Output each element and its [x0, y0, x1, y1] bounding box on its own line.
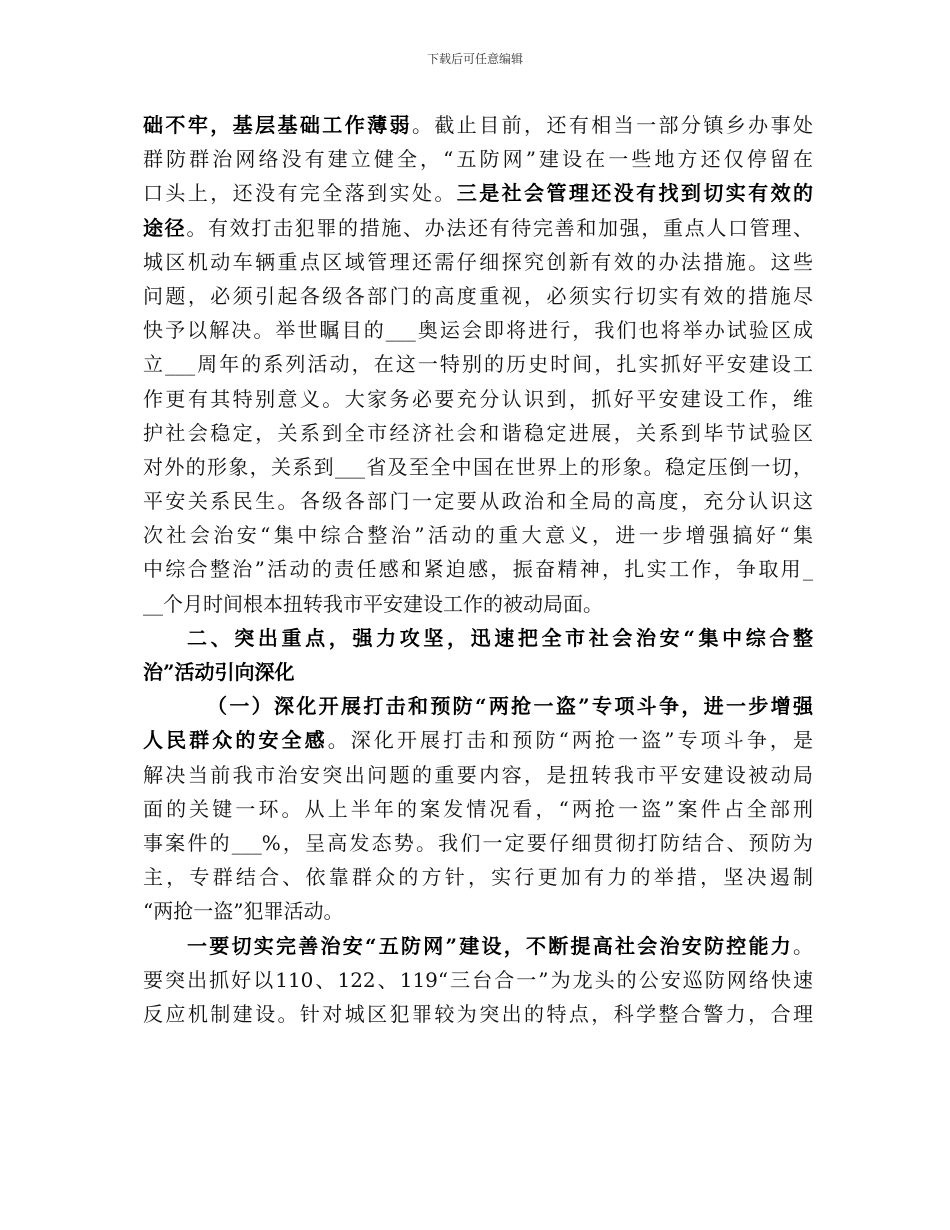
text-line: 作更有其特别意义。大家务必要充分认识到，抓好平安建设工作，维 — [143, 386, 813, 411]
text-line: 快予以解决。举世瞩目的___奥运会即将进行，我们也将举办试验区成 — [143, 318, 813, 343]
page-header: 下载后可任意编辑 — [426, 52, 523, 66]
subsection-heading: （一）深化开展打击和预防“两抢一盗”专项斗争，进一步增强 — [207, 694, 813, 719]
text-line: 平安关系民生。各级各部门一定要从政治和全局的高度，充分认识这 — [143, 489, 813, 514]
text-line: 群防群治网络没有建立健全，“五防网”建设在一些地方还仅停留在 — [143, 147, 813, 172]
text-line: 反应机制建设。针对城区犯罪较为突出的特点，科学整合警力，合理 — [143, 1001, 813, 1026]
text-line: 主，专群结合、依靠群众的方针，实行更加有力的举措，坚决遏制 — [143, 865, 813, 890]
text-line: 次社会治安“集中综合整治”活动的重大意义，进一步增强搞好“集 — [143, 523, 813, 548]
text-line: 事案件的___%，呈高发态势。我们一定要仔细贯彻打防结合、预防为 — [143, 830, 813, 855]
text-line: __个月时间根本扭转我市平安建设工作的被动局面。 — [143, 591, 603, 616]
text-line: 城区机动车辆重点区域管理还需仔细探究创新有效的办法措施。这些 — [143, 249, 813, 274]
text-line: 口头上，还没有完全落到实处。三是社会管理还没有找到切实有效的 — [143, 181, 813, 206]
text-line: 途径。有效打击犯罪的措施、办法还有待完善和加强，重点人口管理、 — [143, 215, 813, 240]
text-line: 护社会稳定，关系到全市经济社会和谐稳定进展，关系到毕节试验区 — [143, 420, 813, 445]
text-line: 要突出抓好以110、122、119“三台合一”为龙头的公安巡防网络快速 — [143, 967, 813, 992]
section-heading: 二、突出重点，强力攻坚，迅速把全市社会治安“集中综合整 — [187, 625, 813, 650]
text-line: “两抢一盗”犯罪活动。 — [143, 899, 344, 924]
text-line: 面的关键一环。从上半年的案发情况看，“两抢一盗”案件占全部刑 — [143, 796, 813, 821]
text-line: 解决当前我市治安突出问题的重要内容，是扭转我市平安建设被动局 — [143, 762, 813, 787]
text-line: 问题，必须引起各级各部门的高度重视，必须实行切实有效的措施尽 — [143, 283, 813, 308]
text-line: 础不牢，基层基础工作薄弱。截止目前，还有相当一部分镇乡办事处 — [143, 113, 813, 137]
section-heading: 治”活动引向深化 — [143, 660, 295, 684]
text-line: 立___周年的系列活动，在这一特别的历史时间，扎实抓好平安建设工 — [143, 352, 813, 377]
text-line: 中综合整治”活动的责任感和紧迫感，振奋精神，扎实工作，争取用_ — [143, 557, 813, 582]
text-line: 一要切实完善治安“五防网”建设，不断提高社会治安防控能力。 — [187, 933, 813, 958]
text-line: 人民群众的安全感。深化开展打击和预防“两抢一盗”专项斗争，是 — [143, 728, 813, 753]
body-text — [143, 108, 813, 1031]
text-line: 对外的形象，关系到___省及至全中国在世界上的形象。稳定压倒一切， — [143, 454, 813, 479]
